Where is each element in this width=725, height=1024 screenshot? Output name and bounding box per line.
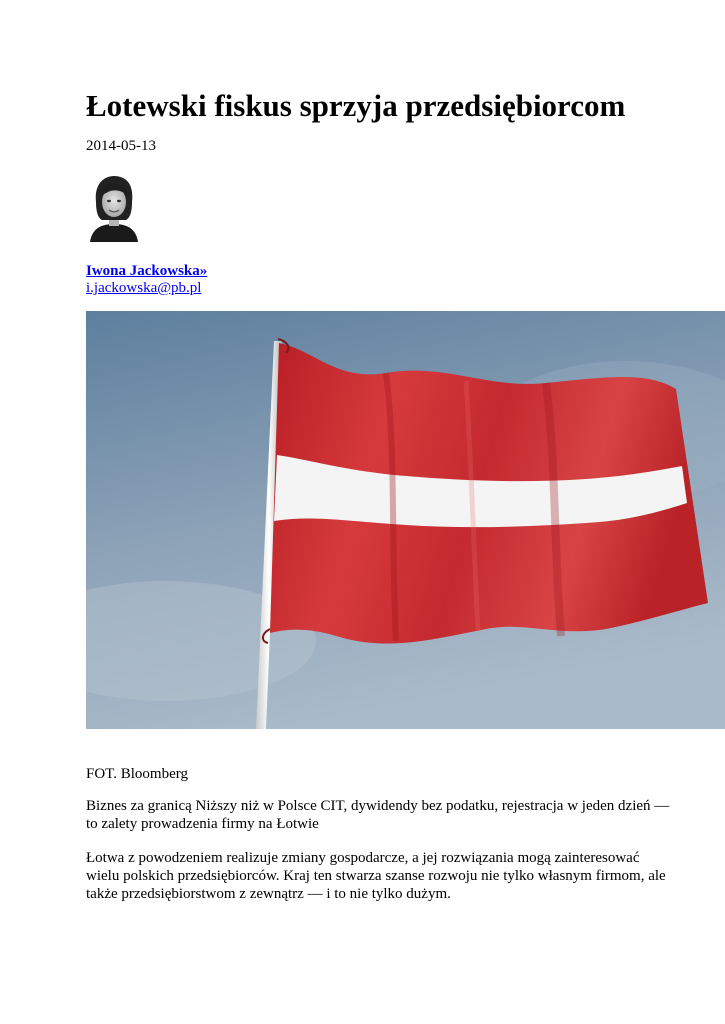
author-name-link[interactable]: Iwona Jackowska»	[86, 263, 208, 279]
author-email-link[interactable]: i.jackowska@pb.pl	[86, 280, 202, 296]
author-avatar	[86, 172, 142, 242]
article-title: Łotewski fiskus sprzyja przedsiębiorcom	[86, 88, 626, 123]
photo-caption: FOT. Bloomberg	[86, 766, 188, 782]
article-body-paragraph: Łotwa z powodzeniem realizuje zmiany gospodarcze, a jej rozwiązania mogą zainteresować wielu polskich przedsiębiorców. Kraj ten stwarza szanse rozwoju nie tylko własnym firmom, ale także przedsiębiorstwom z zewnątrz — i to nie tylko dużym.	[86, 850, 666, 902]
article-lead-paragraph: Biznes za granicą Niższy niż w Polsce CIT, dywidendy bez podatku, rejestracja w jeden dzień — to zalety prowadzenia firmy na Łotwie	[86, 798, 670, 832]
article-date: 2014-05-13	[86, 138, 156, 154]
article-photo-latvian-flag	[86, 311, 725, 729]
